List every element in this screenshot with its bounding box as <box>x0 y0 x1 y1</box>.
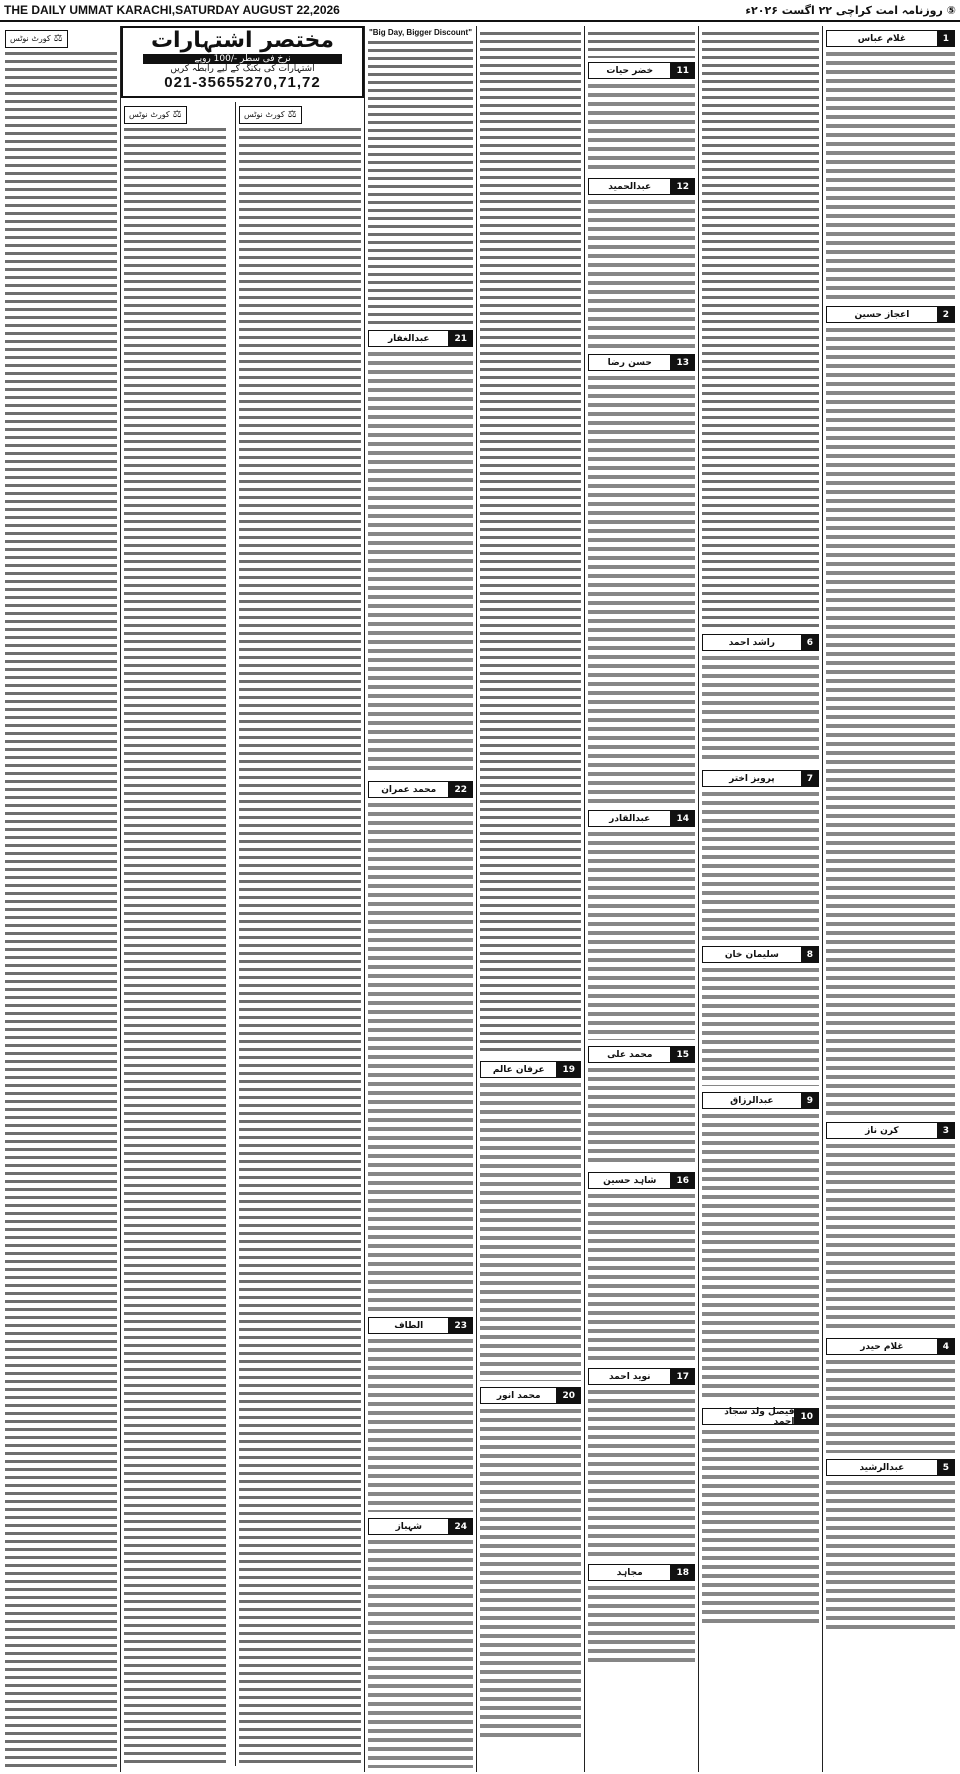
notice-header: 1 غلام عباس <box>826 30 955 47</box>
gavel-icon: ⚖ <box>287 109 297 120</box>
notice-header: 19 عرفان عالم <box>480 1061 581 1078</box>
notice-text <box>826 1142 955 1332</box>
notice-text <box>368 39 473 324</box>
court-notices-column-right <box>120 26 364 1772</box>
notice <box>480 1061 581 1381</box>
notice-text <box>588 198 695 348</box>
notice-header: 14 عبدالقادر <box>588 810 695 827</box>
notice-header: 3 کرن ناز <box>826 1122 955 1139</box>
ads-title: مختصر اشتہارات <box>150 28 335 53</box>
notice <box>588 178 695 348</box>
notice <box>368 330 473 775</box>
notice-header: 23 الطاف <box>368 1317 473 1334</box>
page-number: ⑤ <box>946 3 956 17</box>
notice <box>480 1387 581 1737</box>
notice <box>588 354 695 804</box>
notice <box>826 306 955 1116</box>
notice-header: 17 نوید احمد <box>588 1368 695 1385</box>
notice-header: 13 حسن رضا <box>588 354 695 371</box>
notice-text <box>588 1388 695 1558</box>
columns <box>2 26 958 1772</box>
notice <box>826 1459 955 1629</box>
notice <box>826 1122 955 1332</box>
notice <box>702 634 819 764</box>
court-notice-tag: ⚖ کورٹ نوٹس <box>124 106 187 124</box>
notice <box>588 1046 695 1166</box>
court-notice-tag: ⚖ کورٹ نوٹس <box>5 30 68 48</box>
notice <box>702 946 819 1086</box>
promo-headline: "Big Day, Bigger Discount" <box>368 28 472 37</box>
ads-phone: 021-35655270,71,72 <box>164 74 321 91</box>
court-notices-text <box>5 50 117 1770</box>
notice-text <box>588 374 695 804</box>
notice-text <box>702 1428 819 1628</box>
notice-text <box>826 50 955 300</box>
notice-header: 21 عبدالغفار <box>368 330 473 347</box>
notice <box>702 1408 819 1628</box>
notice-text <box>588 1066 695 1166</box>
notice-header: 6 راشد احمد <box>702 634 819 651</box>
notice <box>368 781 473 1311</box>
masthead <box>0 0 960 22</box>
notice-text <box>702 790 819 940</box>
gavel-icon: ⚖ <box>172 109 182 120</box>
notice-header: 22 محمد عمران <box>368 781 473 798</box>
notice-text <box>588 1192 695 1362</box>
notice-header: 2 اعجاز حسین <box>826 306 955 323</box>
notice-text <box>480 1407 581 1737</box>
notices-column-e <box>584 26 698 1772</box>
notice-header: 11 خضر حیات <box>588 62 695 79</box>
notice-header: 24 شہباز <box>368 1518 473 1535</box>
notice-header: 10 فیصل ولد سجاد احمد <box>702 1408 819 1425</box>
notice <box>826 30 955 300</box>
notice-header: 20 محمد انور <box>480 1387 581 1404</box>
notice-text <box>702 1112 819 1402</box>
notice-text <box>480 1081 581 1381</box>
notice-header: 18 مجاہد <box>588 1564 695 1581</box>
notice-text <box>826 1479 955 1629</box>
urdu-date: روزنامہ امت کراچی ۲۲ اگست ۲۰۲۶ء <box>745 3 943 17</box>
gavel-icon: ⚖ <box>53 33 63 44</box>
notice <box>368 1317 473 1512</box>
ads-booking: اشتہارات کی بکنگ کے لیے رابطہ کریں <box>170 64 315 74</box>
notice-text <box>702 30 819 630</box>
notice <box>588 1564 695 1664</box>
notice <box>368 1518 473 1768</box>
notice-text <box>368 350 473 775</box>
notice-text <box>702 654 819 764</box>
notice-text <box>588 82 695 172</box>
notice <box>588 62 695 172</box>
notice-header: 7 پرویز اختر <box>702 770 819 787</box>
notice <box>702 1092 819 1402</box>
court-notices-text <box>124 126 226 1766</box>
urdu-masthead-date <box>745 4 956 17</box>
notice <box>588 1172 695 1362</box>
notice-text <box>588 30 695 58</box>
notice-header: 15 محمد علی <box>588 1046 695 1063</box>
notices-column-c <box>364 26 476 1772</box>
ads-rate: نرخ فی سطر -/100 روپے <box>143 54 342 64</box>
notice-header: 5 عبدالرشید <box>826 1459 955 1476</box>
notice-text <box>368 1337 473 1512</box>
notice-text <box>826 1358 955 1453</box>
notice-text <box>480 30 581 1055</box>
notice-text <box>588 1584 695 1664</box>
court-notices-text <box>239 126 361 1766</box>
court-notice-tag: ⚖ کورٹ نوٹس <box>239 106 302 124</box>
notices-column-d <box>476 26 584 1772</box>
notice-header: 16 شاہد حسین <box>588 1172 695 1189</box>
classified-ads-box <box>121 26 364 98</box>
notice-header: 4 غلام حیدر <box>826 1338 955 1355</box>
notice-header: 9 عبدالرزاق <box>702 1092 819 1109</box>
notice <box>588 1368 695 1558</box>
notice-text <box>702 966 819 1086</box>
notice-text <box>368 1538 473 1768</box>
notice-header: 12 عبدالحمید <box>588 178 695 195</box>
notice <box>702 770 819 940</box>
notices-column-f <box>698 26 822 1772</box>
english-masthead-title: THE DAILY UMMAT KARACHI,SATURDAY AUGUST 22,2026 <box>4 3 340 17</box>
notice-header: 8 سلیمان خان <box>702 946 819 963</box>
notices-column-g <box>822 26 958 1772</box>
court-notices-column-left <box>2 26 120 1772</box>
notice-text <box>826 326 955 1116</box>
notice-text <box>368 801 473 1311</box>
notice-text <box>588 830 695 1040</box>
notice <box>826 1338 955 1453</box>
notice <box>588 810 695 1040</box>
